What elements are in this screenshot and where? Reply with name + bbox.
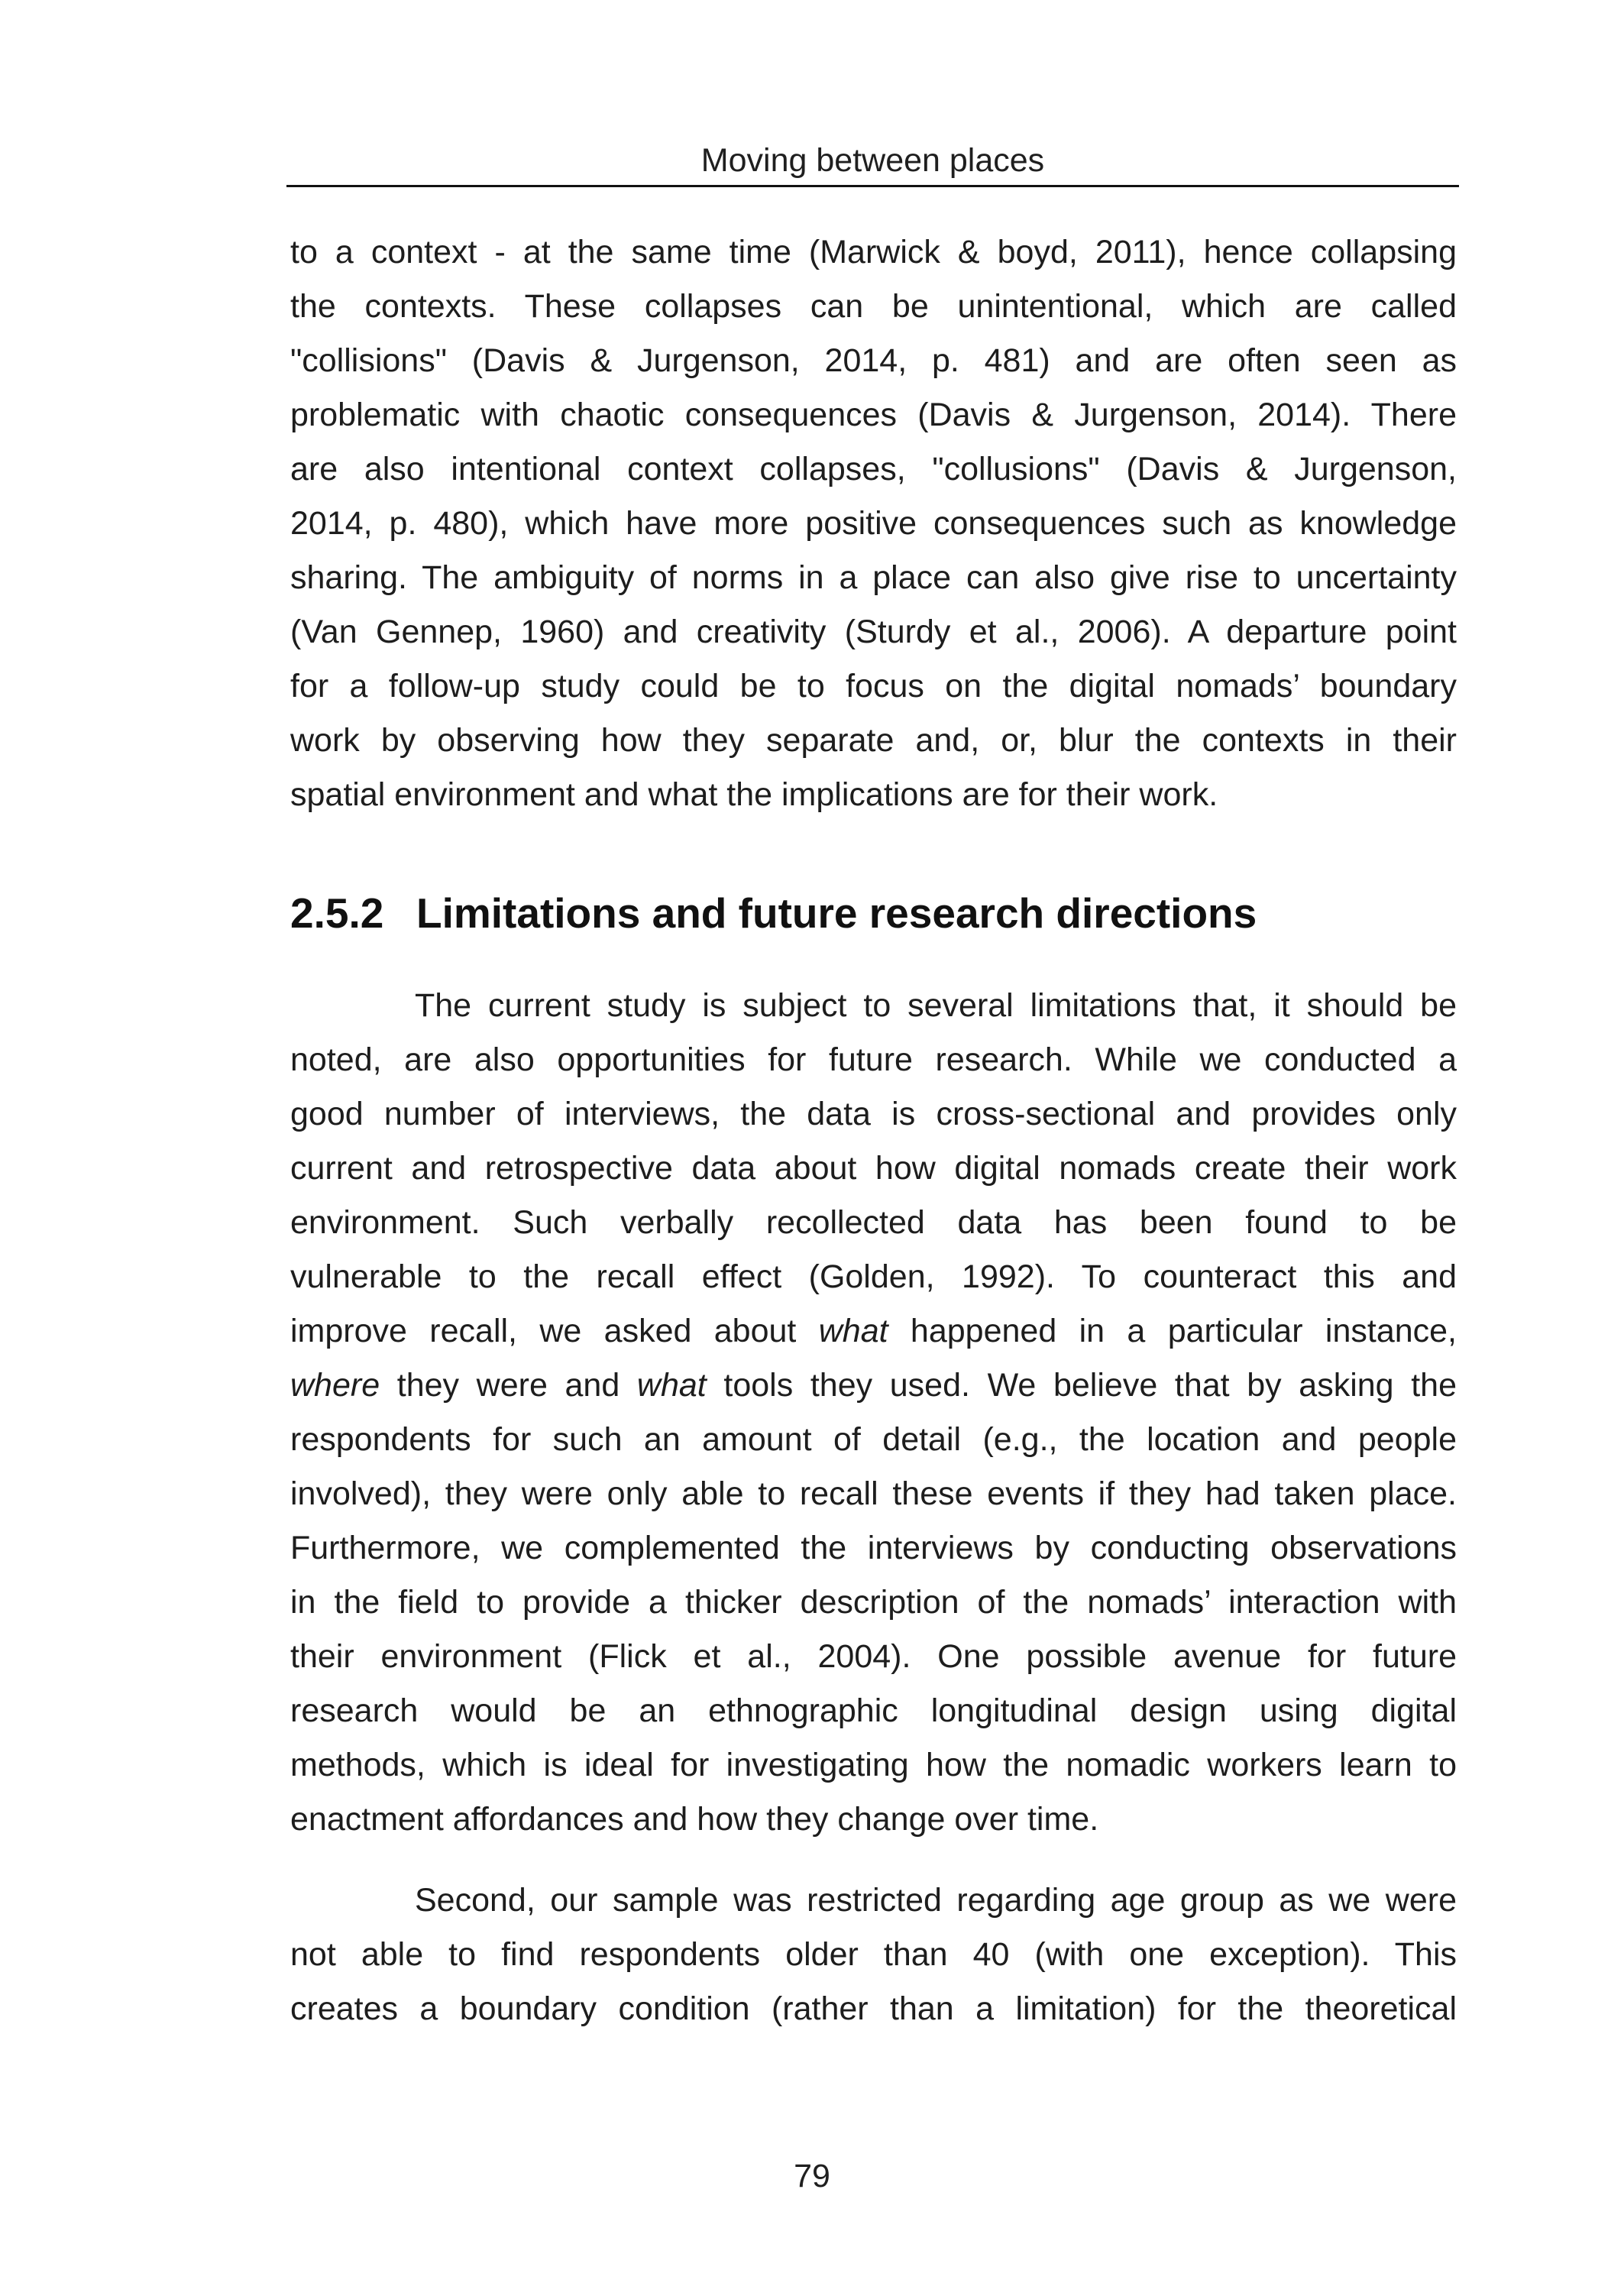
text-line: sharing. The ambiguity of norms in a place can also give rise to uncertainty bbox=[290, 559, 1457, 596]
text-line: Second, our sample was restricted regarding age group as we were bbox=[415, 1882, 1457, 1919]
section-number: 2.5.2 bbox=[290, 889, 384, 937]
section-heading bbox=[290, 886, 1257, 940]
text-line: current and retrospective data about how digital nomads create their work bbox=[290, 1150, 1457, 1187]
section-title: Limitations and future research directions bbox=[416, 889, 1257, 937]
text-line: involved), they were only able to recall these events if they had taken place. bbox=[290, 1475, 1457, 1512]
text-fragment: tools they used. We believe that by asking the bbox=[706, 1367, 1457, 1404]
emphasis-word: what bbox=[818, 1313, 888, 1349]
running-header: Moving between places bbox=[700, 142, 1045, 179]
text-line: are also intentional context collapses, "collusions" (Davis & Jurgenson, bbox=[290, 451, 1457, 487]
text-fragment: improve recall, we asked about bbox=[290, 1313, 819, 1349]
text-fragment: they were and bbox=[380, 1367, 637, 1404]
text-line: noted, are also opportunities for future research. While we conducted a bbox=[290, 1041, 1457, 1078]
text-line: Furthermore, we complemented the interviews by conducting observations bbox=[290, 1530, 1457, 1566]
text-line: "collisions" (Davis & Jurgenson, 2014, p. 481) and are often seen as bbox=[290, 342, 1457, 379]
text-line: environment. Such verbally recollected data has been found to be bbox=[290, 1204, 1457, 1241]
text-line: good number of interviews, the data is cross-sectional and provides only bbox=[290, 1096, 1457, 1132]
emphasis-word: what bbox=[636, 1367, 707, 1404]
text-line: in the field to provide a thicker description of the nomads’ interaction with bbox=[290, 1584, 1457, 1621]
text-line: respondents for such an amount of detail (e.g., the location and people bbox=[290, 1421, 1457, 1458]
text-line: The current study is subject to several limitations that, it should be bbox=[415, 987, 1457, 1024]
text-line: 2014, p. 480), which have more positive consequences such as knowledge bbox=[290, 505, 1457, 542]
emphasis-word: where bbox=[290, 1367, 380, 1404]
text-line: problematic with chaotic consequences (Davis & Jurgenson, 2014). There bbox=[290, 397, 1457, 433]
header-rule bbox=[286, 185, 1459, 187]
limitations-paragraph bbox=[290, 979, 1457, 1847]
text-line: for a follow-up study could be to focus on the digital nomads’ boundary bbox=[290, 668, 1457, 704]
text-line bbox=[290, 1359, 1457, 1413]
text-line: vulnerable to the recall effect (Golden, 1992). To counteract this and bbox=[290, 1258, 1457, 1295]
page-number: 79 bbox=[794, 2158, 830, 2194]
continuation-paragraph bbox=[290, 225, 1457, 822]
text-line: the contexts. These collapses can be unintentional, which are called bbox=[290, 288, 1457, 325]
text-line: work by observing how they separate and, or, blur the contexts in their bbox=[290, 722, 1457, 759]
text-line bbox=[290, 1304, 1457, 1359]
text-line: enactment affordances and how they change over time. bbox=[290, 1801, 1099, 1838]
text-line: methods, which is ideal for investigating how the nomadic workers learn to bbox=[290, 1747, 1457, 1783]
text-line: spatial environment and what the implications are for their work. bbox=[290, 776, 1218, 813]
text-line: not able to find respondents older than 40 (with one exception). This bbox=[290, 1936, 1457, 1973]
text-line: research would be an ethnographic longitudinal design using digital bbox=[290, 1692, 1457, 1729]
text-fragment: happened in a particular instance, bbox=[888, 1313, 1457, 1349]
text-line: (Van Gennep, 1960) and creativity (Sturdy et al., 2006). A departure point bbox=[290, 614, 1457, 650]
second-limitation-paragraph bbox=[290, 1874, 1457, 2036]
text-line: to a context - at the same time (Marwick & boyd, 2011), hence collapsing bbox=[290, 234, 1457, 270]
text-line: their environment (Flick et al., 2004). One possible avenue for future bbox=[290, 1638, 1457, 1675]
text-line: creates a boundary condition (rather than a limitation) for the theoretical bbox=[290, 1990, 1457, 2027]
